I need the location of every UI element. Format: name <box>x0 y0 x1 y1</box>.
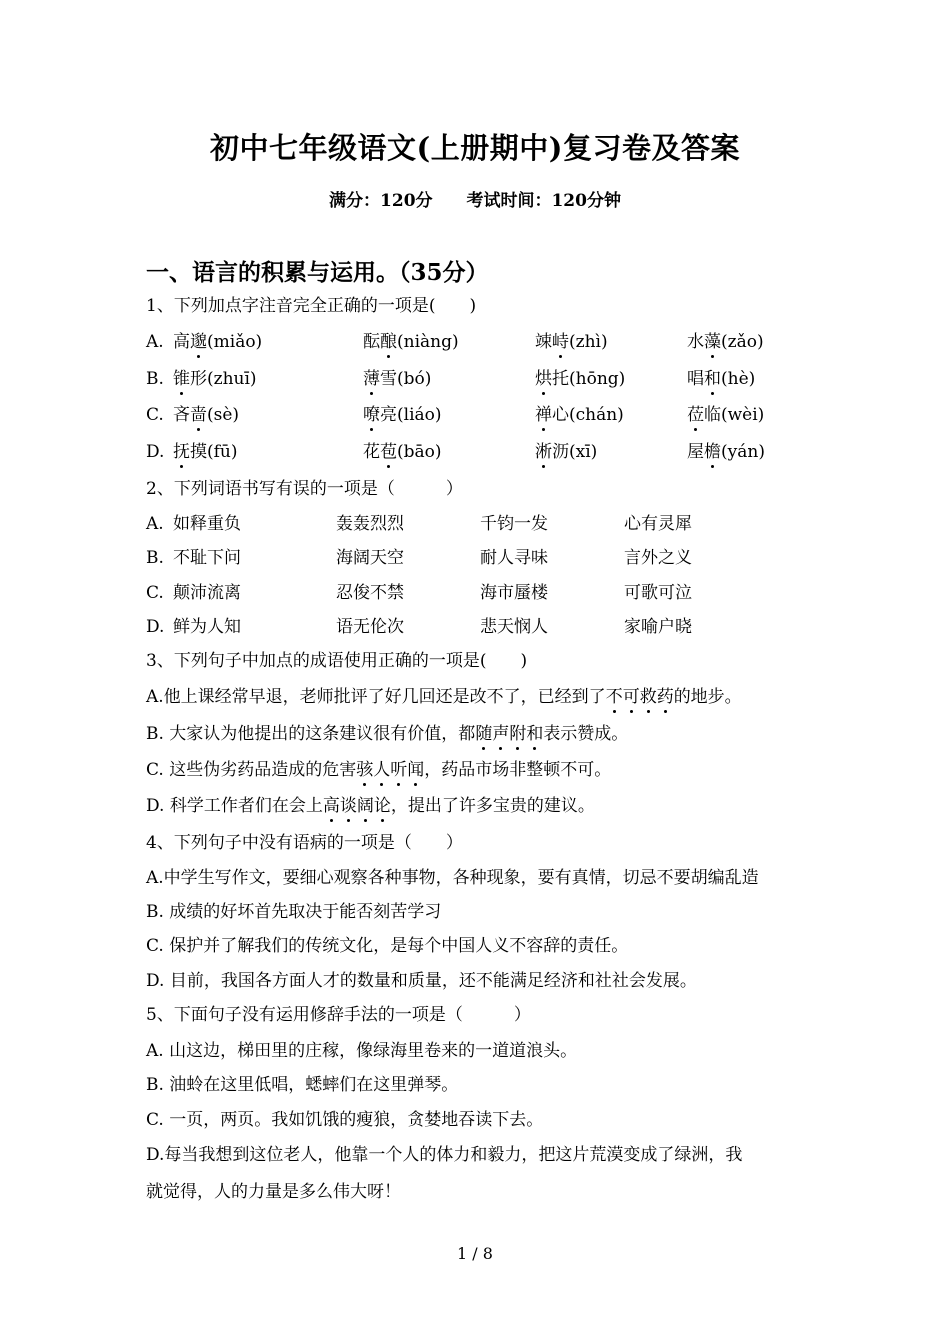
q2-option-word: 不耻下问 <box>173 548 241 568</box>
q1-option-word <box>535 440 597 464</box>
q1-option-row <box>146 330 826 354</box>
word-suffix-pinyin: (yán) <box>721 442 765 462</box>
doc-title: 初中七年级语文(上册期中)复习卷及答案 <box>210 131 740 165</box>
dotted-character: 论 <box>373 796 391 816</box>
q2-option-word: 轰轰烈烈 <box>336 514 404 534</box>
dotted-character: 闻 <box>407 760 425 780</box>
word-suffix-pinyin: 托(hōng) <box>552 369 626 389</box>
q1-option-word <box>173 440 238 464</box>
q1-option-word <box>363 440 442 464</box>
option-label: B. <box>146 369 164 389</box>
q4-option-c: C. 保护并了解我们的传统文化，是每个中国人义不容辞的责任。 <box>146 936 629 956</box>
word-prefix: 唱 <box>687 369 704 389</box>
dotted-character: 随 <box>475 724 493 744</box>
q3-a-idiom <box>606 687 674 707</box>
dotted-character: 烘 <box>535 369 552 389</box>
doc-meta <box>0 186 950 211</box>
q1-option-word <box>687 367 755 391</box>
q2-option-row <box>146 615 826 639</box>
q5-option-c: C. 一页，两页。我如饥饿的瘦狼，贪婪地吞读下去。 <box>146 1110 544 1130</box>
q1-option-word <box>687 403 764 427</box>
q5-option-a: A. 山这边，梯田里的庄稼，像绿海里卷来的一道道浪头。 <box>146 1041 578 1061</box>
q2-option-row <box>146 546 826 570</box>
option-label: A. <box>146 514 164 534</box>
word-suffix-pinyin: (sè) <box>207 405 240 425</box>
q2-option-row <box>146 581 826 605</box>
option-label: A. <box>146 332 164 352</box>
option-label: B. <box>146 548 164 568</box>
page-number: 1 / 8 <box>457 1244 493 1263</box>
q1-option-word <box>687 330 764 354</box>
q1-option-row <box>146 403 826 427</box>
dotted-character: 酿 <box>380 332 397 352</box>
dotted-character: 峙 <box>552 332 569 352</box>
q1-option-word <box>363 367 431 391</box>
dotted-character: 嘹 <box>363 405 380 425</box>
q1-option-row <box>146 440 826 464</box>
q3-option-b <box>146 722 628 746</box>
q2-option-word: 忍俊不禁 <box>336 583 404 603</box>
dotted-character: 不 <box>605 687 623 707</box>
q1-option-word <box>687 440 765 464</box>
q5-stem: 5、下面句子没有运用修辞手法的一项是（ ） <box>146 1005 531 1025</box>
q2-option-word: 可歌可泣 <box>624 583 692 603</box>
dotted-character: 声 <box>492 724 510 744</box>
dotted-character: 邈 <box>190 332 207 352</box>
word-prefix: 酝 <box>363 332 380 352</box>
dotted-character: 苞 <box>380 442 397 462</box>
dotted-character: 骇 <box>356 760 374 780</box>
q2-option-word: 海市蜃楼 <box>480 583 548 603</box>
q3-b-idiom <box>475 724 543 744</box>
q2-option-word: 海阔天空 <box>336 548 404 568</box>
q3-option-d <box>146 794 595 818</box>
q1-option-word <box>363 330 459 354</box>
dotted-character: 阔 <box>356 796 374 816</box>
dotted-character: 和 <box>704 369 721 389</box>
q4-option-a: A.中学生写作文，要细心观察各种事物，各种现象，要有真情，切忌不要胡编乱造 <box>146 868 759 888</box>
dotted-character: 锥 <box>173 369 190 389</box>
q5-option-d-line1: D.每当我想到这位老人，他靠一个人的体力和毅力，把这片荒漠变成了绿洲，我 <box>146 1145 743 1165</box>
q2-option-word: 鲜为人知 <box>173 617 241 637</box>
q4-option-b: B. 成绩的好坏首先取决于能否刻苦学习 <box>146 902 442 922</box>
word-prefix: 吝 <box>173 405 190 425</box>
full-score: 满分：120分 <box>329 191 433 211</box>
q3-d-pre: D. 科学工作者们在会上 <box>146 796 323 816</box>
q3-c-idiom <box>356 760 424 780</box>
word-suffix-pinyin: (niàng) <box>397 332 459 352</box>
word-suffix-pinyin: (hè) <box>721 369 756 389</box>
word-suffix-pinyin: (bāo) <box>397 442 442 462</box>
q3-option-a <box>146 685 742 709</box>
dotted-character: 附 <box>509 724 527 744</box>
dotted-character: 可 <box>622 687 640 707</box>
q2-option-word: 心有灵犀 <box>624 514 692 534</box>
word-suffix-pinyin: (zǎo) <box>721 332 764 352</box>
word-prefix: 竦 <box>535 332 552 352</box>
q2-option-row <box>146 512 826 536</box>
q1-stem: 1、下列加点字注音完全正确的一项是( ) <box>146 296 477 316</box>
dotted-character: 淅 <box>535 442 552 462</box>
q1-option-word <box>173 403 239 427</box>
word-suffix-pinyin: 亮(liáo) <box>380 405 442 425</box>
q2-option-word: 语无伦次 <box>336 617 404 637</box>
q3-option-c <box>146 758 611 782</box>
q3-c-post: ，药品市场非整顿不可。 <box>424 760 612 780</box>
dotted-character: 禅 <box>535 405 552 425</box>
dotted-character: 薄 <box>363 369 380 389</box>
q2-option-word: 千钧一发 <box>480 514 548 534</box>
dotted-character: 抚 <box>173 442 190 462</box>
q2-stem: 2、下列词语书写有误的一项是（ ） <box>146 479 463 499</box>
word-suffix-pinyin: (zhì) <box>569 332 608 352</box>
exam-time: 考试时间：120分钟 <box>466 191 621 211</box>
q3-a-pre: A.他上课经常早退，老师批评了好几回还是改不了，已经到了 <box>146 687 606 707</box>
option-label: D. <box>146 442 165 462</box>
q1-option-word <box>173 367 257 391</box>
dotted-character: 和 <box>526 724 544 744</box>
word-prefix: 高 <box>173 332 190 352</box>
q3-b-pre: B. 大家认为他提出的这条建议很有价值，都 <box>146 724 476 744</box>
q1-option-word <box>535 367 625 391</box>
word-suffix-pinyin: (miǎo) <box>207 332 263 352</box>
q4-option-d: D. 目前，我国各方面人才的数量和质量，还不能满足经济和社社会发展。 <box>146 971 697 991</box>
dotted-character: 人 <box>373 760 391 780</box>
q3-b-post: 表示赞成。 <box>543 724 629 744</box>
q2-option-word: 家喻户晓 <box>624 617 692 637</box>
dotted-character: 檐 <box>704 442 721 462</box>
q3-a-post: 的地步。 <box>673 687 742 707</box>
section-heading-1: 一、语言的积累与运用。（35分） <box>146 259 489 286</box>
word-suffix-pinyin: 摸(fū) <box>190 442 238 462</box>
word-prefix: 花 <box>363 442 380 462</box>
q1-option-word <box>535 330 608 354</box>
q2-option-word: 颠沛流离 <box>173 583 241 603</box>
q3-d-post: ，提出了许多宝贵的建议。 <box>390 796 595 816</box>
q1-option-word <box>535 403 624 427</box>
word-suffix-pinyin: 沥(xī) <box>552 442 598 462</box>
dotted-character: 啬 <box>190 405 207 425</box>
word-suffix-pinyin: 心(chán) <box>552 405 624 425</box>
q2-option-word: 耐人寻味 <box>480 548 548 568</box>
word-suffix-pinyin: 形(zhuī) <box>190 369 257 389</box>
q2-option-word: 悲天悯人 <box>480 617 548 637</box>
q3-c-pre: C. 这些伪劣药品造成的危害 <box>146 760 357 780</box>
q1-option-row <box>146 367 826 391</box>
dotted-character: 莅 <box>687 405 704 425</box>
q3-d-idiom <box>323 796 391 816</box>
dotted-character: 听 <box>390 760 408 780</box>
dotted-character: 谈 <box>339 796 357 816</box>
q1-option-word <box>363 403 442 427</box>
q2-option-word: 如释重负 <box>173 514 241 534</box>
q5-option-d-line2: 就觉得，人的力量是多么伟大呀！ <box>146 1182 401 1202</box>
q1-option-word <box>173 330 262 354</box>
option-label: D. <box>146 617 165 637</box>
q3-stem: 3、下列句子中加点的成语使用正确的一项是( ) <box>146 651 528 671</box>
dotted-character: 高 <box>322 796 340 816</box>
option-label: C. <box>146 583 164 603</box>
word-suffix-pinyin: 临(wèi) <box>704 405 765 425</box>
q2-option-word: 言外之义 <box>624 548 692 568</box>
word-prefix: 屋 <box>687 442 704 462</box>
dotted-character: 救 <box>639 687 657 707</box>
q4-stem: 4、下列句子中没有语病的一项是（ ） <box>146 833 463 853</box>
word-prefix: 水 <box>687 332 704 352</box>
word-suffix-pinyin: 雪(bó) <box>380 369 432 389</box>
option-label: C. <box>146 405 164 425</box>
dotted-character: 药 <box>656 687 674 707</box>
dotted-character: 藻 <box>704 332 721 352</box>
q5-option-b: B. 油蛉在这里低唱，蟋蟀们在这里弹琴。 <box>146 1075 459 1095</box>
